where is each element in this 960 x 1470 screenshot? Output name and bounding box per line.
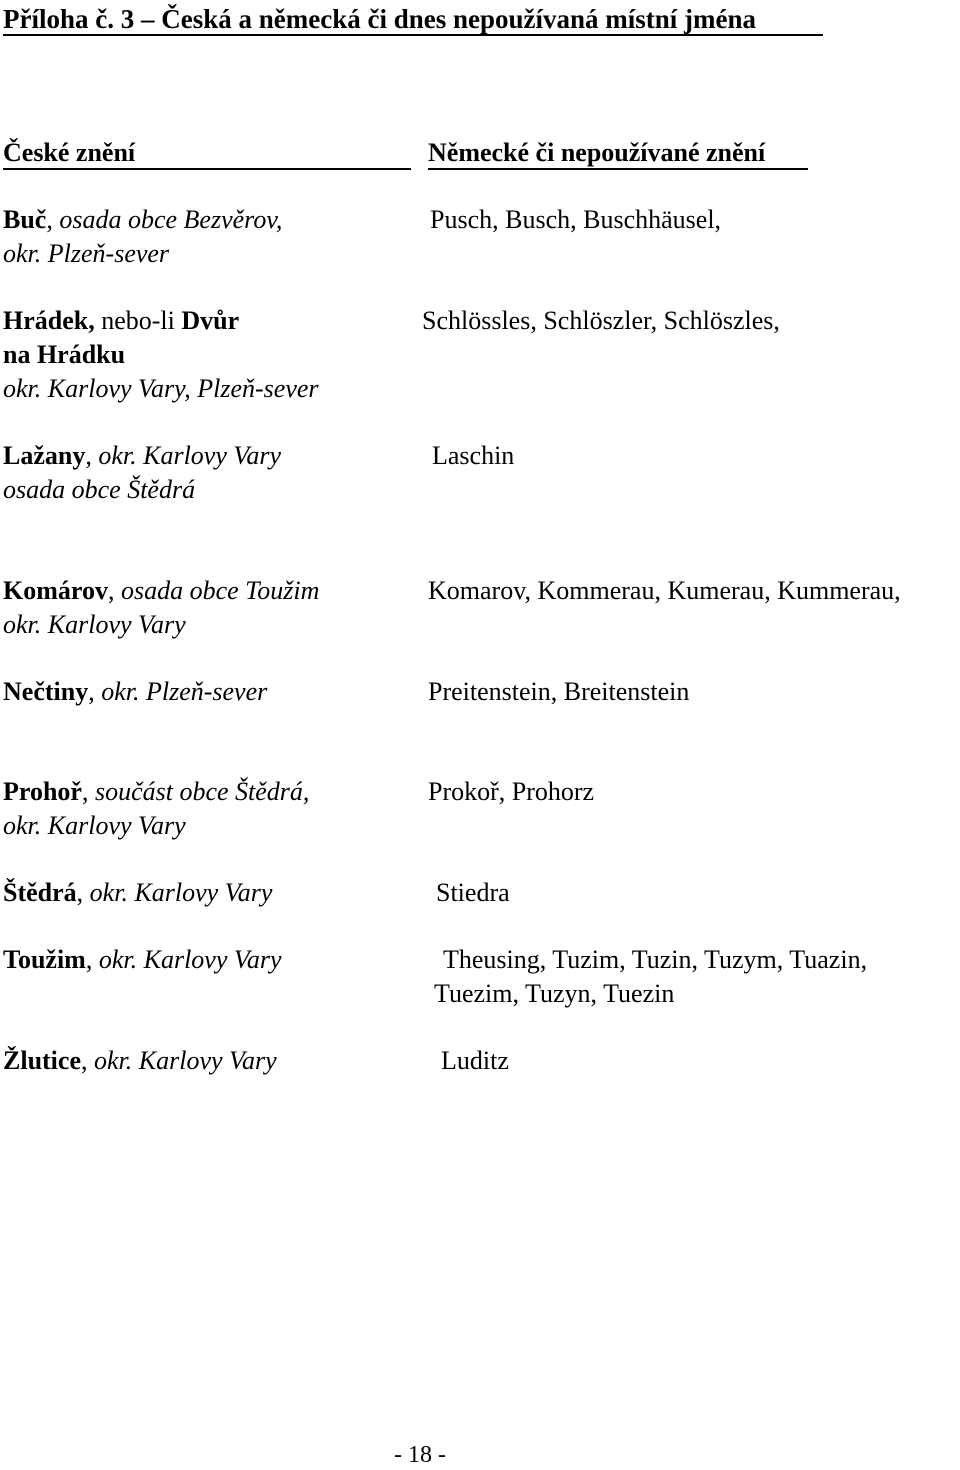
entry-czech-buc-line2: okr. Plzeň-sever bbox=[3, 239, 170, 268]
entry-czech-zlutice bbox=[3, 1044, 277, 1078]
place-detail: okr. Plzeň-sever bbox=[101, 677, 268, 706]
entry-german-buc: Pusch, Busch, Buschhäusel, bbox=[430, 205, 722, 234]
place-name: Nečtiny bbox=[3, 677, 89, 706]
entry-german-stedra: Stiedra bbox=[436, 878, 510, 907]
page-title: Příloha č. 3 – Česká a německá či dnes nepoužívaná místní jména bbox=[3, 2, 823, 36]
place-name: Toužim bbox=[3, 945, 86, 974]
place-detail: okr. Karlovy Vary bbox=[94, 1046, 277, 1075]
entry-czech-touzim bbox=[3, 943, 282, 977]
column-heading-german: Německé či nepoužívané znění bbox=[428, 136, 808, 170]
place-name: Štědrá bbox=[3, 878, 77, 907]
separator: , bbox=[85, 945, 99, 974]
entry-czech-prohor-line2: okr. Karlovy Vary bbox=[3, 811, 186, 840]
place-detail: okr. Karlovy Vary bbox=[98, 945, 282, 974]
entry-czech-hradek-line3: okr. Karlovy Vary, Plzeň-sever bbox=[3, 374, 319, 403]
entry-czech-komarov bbox=[3, 574, 319, 608]
entry-german-lazany: Laschin bbox=[432, 441, 515, 470]
place-detail: součást obce Štědrá, bbox=[94, 777, 310, 806]
entry-czech-lazany bbox=[3, 439, 281, 473]
place-connector: nebo-li bbox=[94, 306, 182, 335]
entry-german-prohor: Prokoř, Prohorz bbox=[428, 777, 595, 806]
separator: , bbox=[81, 777, 95, 806]
entry-german-hradek: Schlössles, Schlöszler, Schlöszles, bbox=[422, 306, 780, 335]
separator: , bbox=[107, 576, 121, 605]
place-detail: osada obce Toužim bbox=[120, 576, 320, 605]
column-heading-czech: České znění bbox=[3, 136, 411, 170]
separator: , bbox=[81, 1046, 94, 1075]
separator: , bbox=[76, 878, 90, 907]
place-name: Prohoř bbox=[3, 777, 82, 806]
separator: , bbox=[88, 677, 102, 706]
entry-german-zlutice: Luditz bbox=[441, 1046, 509, 1075]
entry-german-touzim: Theusing, Tuzim, Tuzin, Tuzym, Tuazin, bbox=[443, 945, 868, 974]
place-name: Komárov bbox=[3, 576, 108, 605]
entry-czech-stedra bbox=[3, 876, 272, 910]
entry-czech-hradek-line2: na Hrádku bbox=[3, 340, 126, 369]
entry-czech-buc bbox=[3, 203, 282, 237]
place-name: Žlutice bbox=[3, 1046, 81, 1075]
entry-czech-hradek bbox=[3, 304, 239, 338]
place-detail: osada obce Bezvěrov, bbox=[59, 205, 283, 234]
place-detail: okr. Karlovy Vary bbox=[89, 878, 273, 907]
entry-czech-lazany-line2: osada obce Štědrá bbox=[3, 475, 196, 504]
entry-czech-komarov-line2: okr. Karlovy Vary bbox=[3, 610, 186, 639]
entry-czech-nectiny bbox=[3, 675, 267, 709]
place-name-alt: Dvůr bbox=[181, 306, 240, 335]
separator: , bbox=[46, 205, 60, 234]
entry-german-nectiny: Preitenstein, Breitenstein bbox=[428, 677, 690, 706]
entry-german-touzim-line2: Tuezim, Tuzyn, Tuezin bbox=[434, 979, 675, 1008]
entry-czech-prohor bbox=[3, 775, 309, 809]
page-number: - 18 - bbox=[394, 1442, 446, 1468]
entry-german-komarov: Komarov, Kommerau, Kumerau, Kummerau, bbox=[428, 576, 901, 605]
place-name: Hrádek, bbox=[3, 306, 95, 335]
place-name: Buč bbox=[3, 205, 47, 234]
separator: , bbox=[85, 441, 99, 470]
place-name: Lažany bbox=[3, 441, 86, 470]
place-detail: okr. Karlovy Vary bbox=[98, 441, 282, 470]
